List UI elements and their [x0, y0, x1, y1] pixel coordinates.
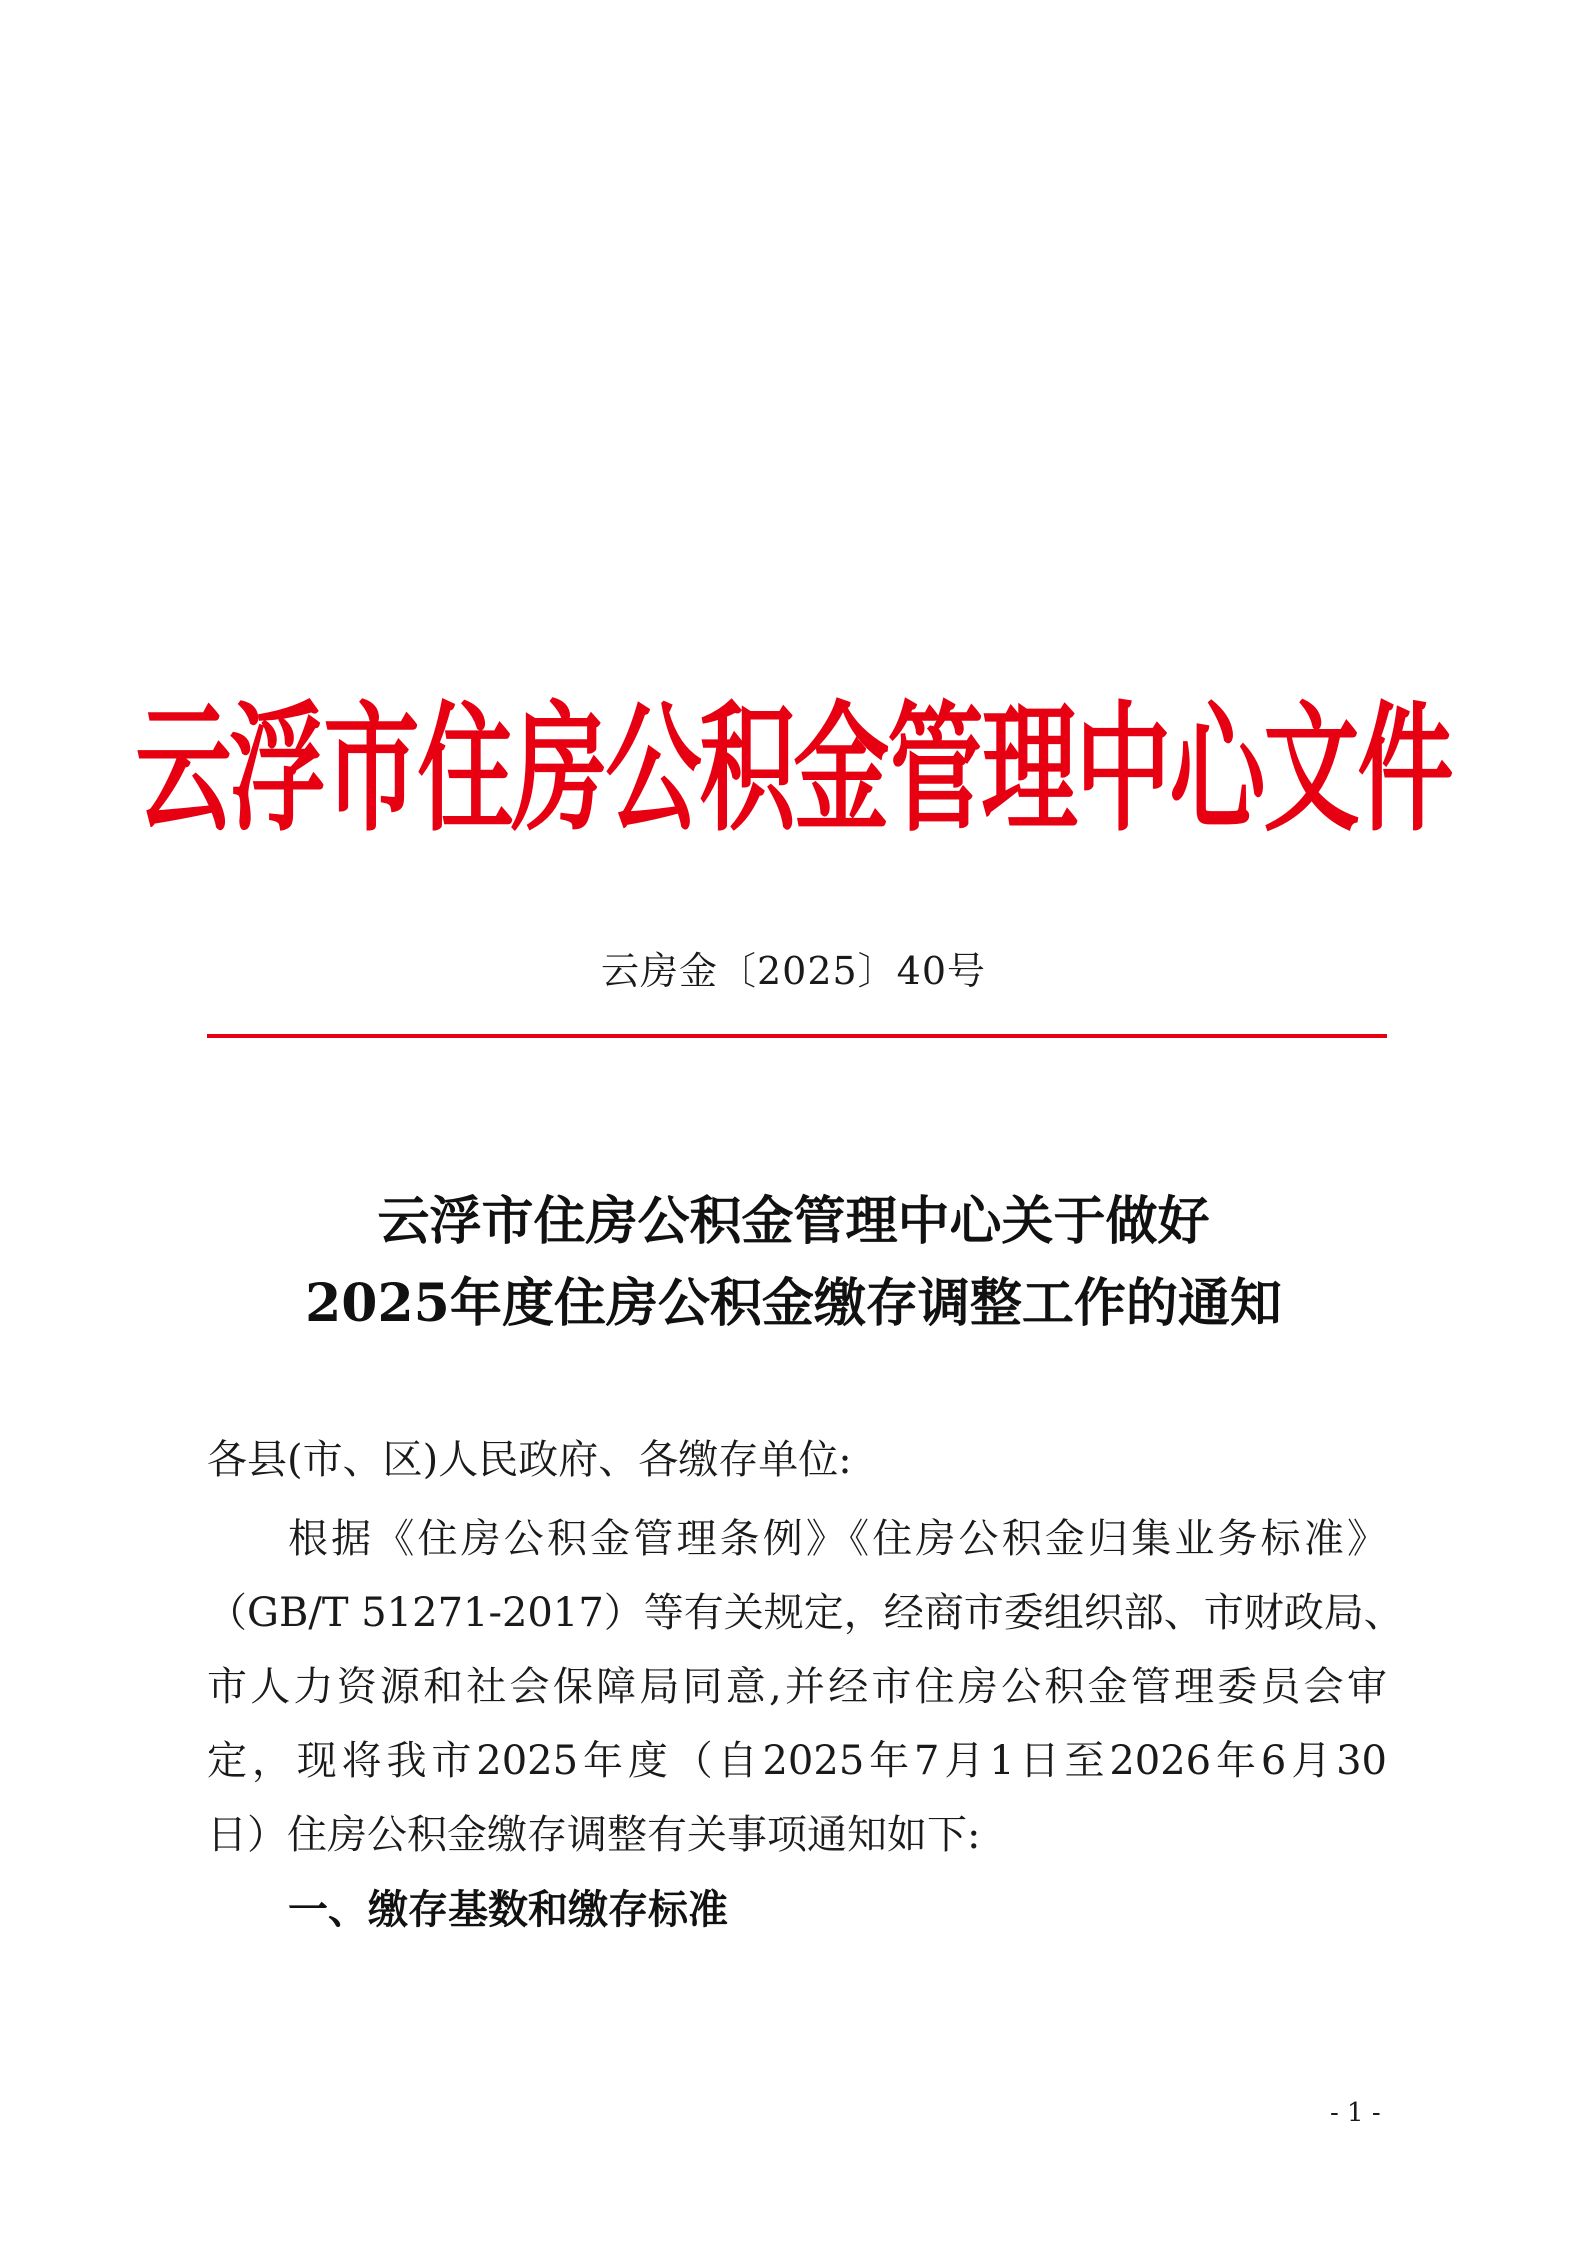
body-line-4: 定，现将我市2025年度（自2025年7月1日至2026年6月30 [207, 1738, 1387, 1784]
document-number: 云房金〔2025〕40号 [600, 949, 987, 993]
body-line-1: 根据《住房公积金管理条例》《住房公积金归集业务标准》 [288, 1516, 1387, 1562]
section-heading-1: 一、缴存基数和缴存标准 [288, 1887, 728, 1933]
body-line-5: 日）住房公积金缴存调整有关事项通知如下: [207, 1812, 981, 1858]
salutation: 各县(市、区)人民政府、各缴存单位: [207, 1437, 852, 1483]
page-number: - 1 - [1330, 2098, 1381, 2128]
title-line-2: 2025年度住房公积金缴存调整工作的通知 [305, 1273, 1282, 1334]
body-line-3: 市人力资源和社会保障局同意,并经市住房公积金管理委员会审 [207, 1664, 1387, 1710]
body-line-2: （GB/T 51271-2017）等有关规定，经商市委组织部、市财政局、 [207, 1590, 1404, 1636]
document-masthead: 云浮市住房公积金管理中心文件 [135, 686, 1452, 851]
title-line-1: 云浮市住房公积金管理中心关于做好 [377, 1191, 1210, 1252]
red-separator-rule [207, 1034, 1387, 1038]
